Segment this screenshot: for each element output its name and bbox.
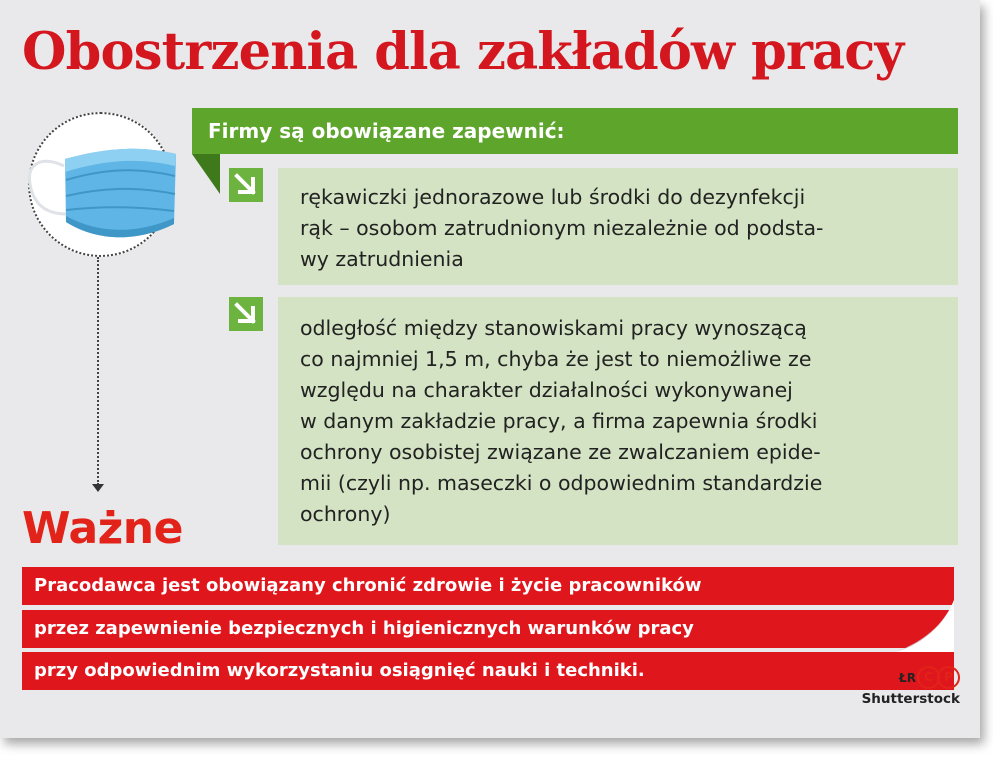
connector-line: [97, 257, 99, 485]
item-text-line: mii (czyli np. maseczki o odpowiednim standardzie: [300, 471, 823, 495]
obligations-header: Firmy są obowiązane zapewnić:: [192, 108, 958, 154]
publisher-initials: ŁR: [899, 670, 916, 685]
obligation-item-distance: [278, 297, 958, 545]
item-text-line: co najmniej 1,5 m, chyba że jest to niemożliwe ze: [300, 347, 812, 371]
item-text-line: wy zatrudnienia: [300, 247, 464, 271]
arrow-down-right-icon: [229, 168, 263, 202]
item-text-line: względu na charakter działalności wykonywanej: [300, 378, 793, 402]
item-text-line: ochrony): [300, 502, 391, 526]
cp-logo-letter: C: [917, 666, 940, 689]
obligation-item-gloves: [278, 168, 958, 285]
arrow-down-right-icon: [229, 297, 263, 331]
item-text-line: w danym zakładzie pracy, a firma zapewnia środki: [300, 409, 818, 433]
item-text-line: rękawiczki jednorazowe lub środki do dezynfekcji: [300, 185, 806, 209]
page-title: Obostrzenia dla zakładów pracy: [22, 22, 904, 82]
item-text-line: ochrony osobistej związane ze zwalczaniem epide-: [300, 440, 821, 464]
important-line-2: przez zapewnienie bezpiecznych i higienicznych warunków pracy: [22, 610, 954, 648]
mask-illustration: [28, 112, 173, 257]
cp-logo-letter: P: [937, 666, 960, 689]
important-line-1: Pracodawca jest obowiązany chronić zdrowie i życie pracowników: [22, 567, 954, 605]
cp-logo: [920, 666, 960, 689]
header-fold: [192, 154, 220, 194]
connector-arrow: [92, 484, 104, 492]
page-curl: [896, 600, 956, 652]
important-heading: Ważne: [22, 503, 183, 554]
item-text-line: rąk – osobom zatrudnionym niezależnie od podsta-: [300, 216, 824, 240]
face-mask-icon: [8, 114, 183, 259]
important-line-3: przy odpowiednim wykorzystaniu osiągnięć nauki i techniki.: [22, 652, 954, 690]
item-text-line: odległość między stanowiskami pracy wynoszącą: [300, 316, 807, 340]
image-source: Shutterstock: [861, 691, 960, 707]
credit-block: [862, 666, 960, 707]
